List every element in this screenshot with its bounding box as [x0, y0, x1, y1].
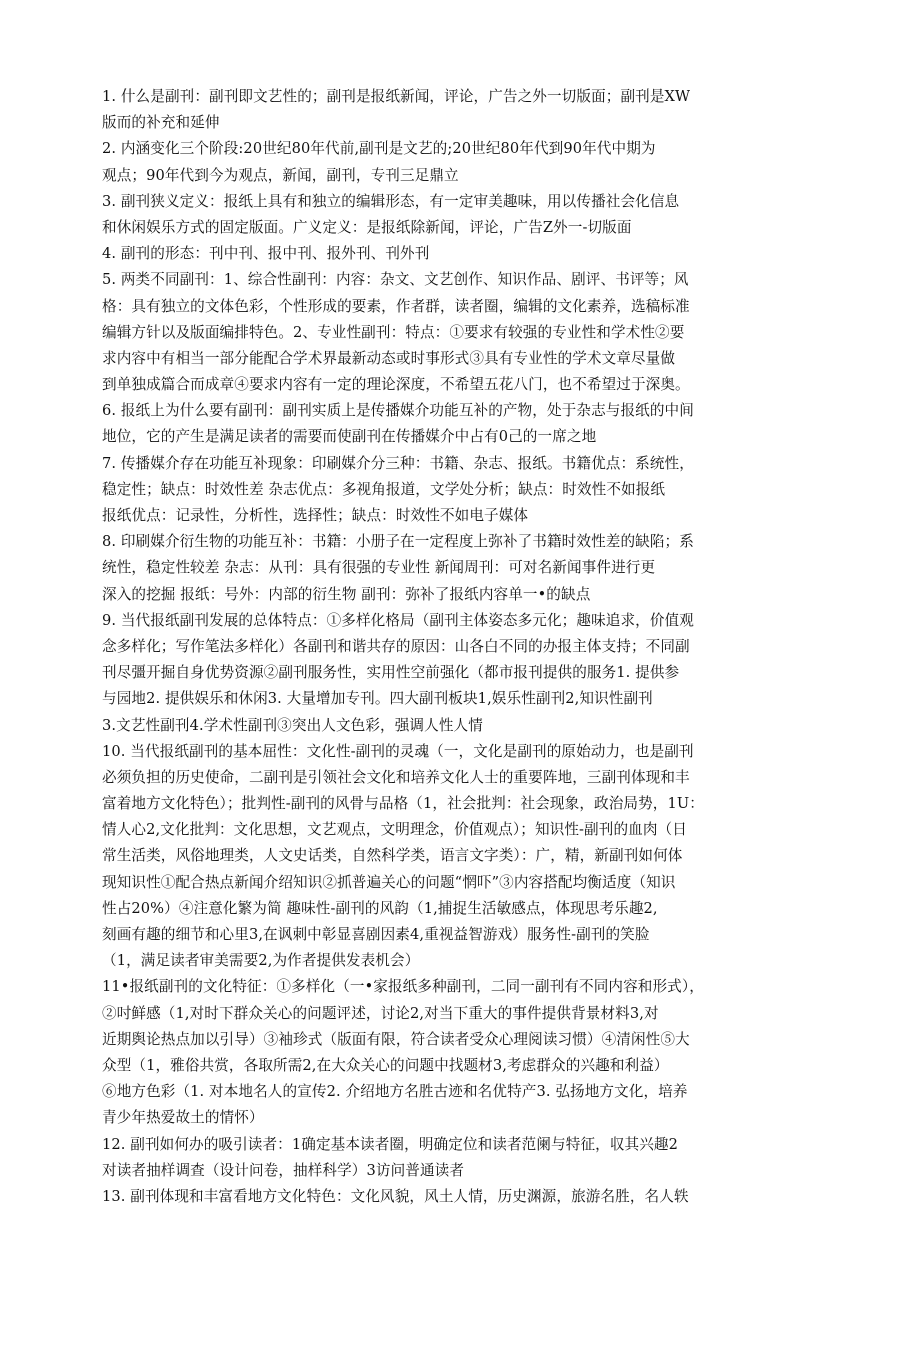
text-line: 刊尽彊开掘自身优势资源②副刊服务性，实用性空前强化（都市报刊提供的服务1. 提供参	[102, 664, 680, 682]
text-line: 4. 副刊的形态：刊中刊、报中刊、报外刊、刊外刊	[102, 245, 430, 263]
text-line: 现知识性①配合热点新闻介绍知识②抓普遍关心的问题“惘吓”③内容搭配均衡适度（知识	[102, 873, 676, 891]
text-line: ②吋鲜感（1,对时下群众关心的问题评述，讨论2,对当下重大的事件提供背景材料3,对	[102, 1004, 659, 1022]
text-line: 情人心2,文化批判：文化思想，文艺观点，文明理念，价值观点）；知识性-副刊的血肉（日	[102, 821, 687, 839]
text-line: 必须负担的历史使命，二副刊是引领社会文化和培养文化人士的重要阵地，三副刊体现和丰	[102, 768, 690, 786]
text-line: 编辑方针以及版面编排特色。2、专业性副刊：特点：①要求有较强的专业性和学术性②要	[102, 323, 685, 341]
text-line: 求内容中有相当一部分能配合学术界最新动态或时事形式③具有专业性的学术文章尽量做	[102, 349, 676, 367]
text-line: 11•报纸副刊的文化特征：①多样化（一•家报纸多种副刊，二同一副刊有不同内容和形式），	[102, 978, 704, 996]
text-line: 众型（1，雅俗共赏，各取所需2,在大众关心的问题中找题材3,考虑群众的兴趣和利益）	[102, 1056, 669, 1074]
text-line: 9. 当代报纸副刊发展的总体特点：①多样化格局（副刊主体姿态多元化；趣味追求，价值观	[102, 611, 694, 629]
text-line: 7. 传播媒介存在功能互补现象：印刷媒介分三种：书籍、杂志、报纸。书籍优点：系统性，	[102, 454, 694, 472]
document-body	[102, 84, 822, 1210]
text-line: 和休闲娱乐方式的固定版面。广义定义：是报纸除新闻，评论，广告Z外一-切版面	[102, 218, 632, 236]
text-line: 格：具有独立的文体色彩，个性形成的要素，作者群，读者圈，编辑的文化素养，选稿标准	[102, 297, 690, 315]
text-line: ⑥地方色彩（1. 对本地名人的宣传2. 介绍地方名胜古迹和名优特产3. 弘扬地方文化，培养	[102, 1083, 688, 1101]
text-line: 近期舆论热点加以引导）③袖珍式（版面有限，符合读者受众心理阅读习惯）④清闲性⑤大	[102, 1030, 690, 1048]
text-line: 富着地方文化特色）；批判性-副刊的风骨与品格（1，社会批判：社会现象，政治局势，1U：	[102, 795, 704, 813]
text-line: 念多样化；写作笔法多样化）各副刊和谐共存的原因：山各白不同的办报主体支持；不同副	[102, 637, 690, 655]
text-line: 3.文艺性副刊4.学术性副刊③突出人文色彩，强调人性人情	[102, 716, 483, 734]
text-line: 与园地2. 提供娱乐和休闲3. 大量增加专刊。四大副刊板块1,娱乐性副刊2,知识性副刊	[102, 690, 653, 708]
text-line: 5. 两类不同副刊：1、综合性副刊：内容：杂文、文艺创作、知识作品、剧评、书评等；风	[102, 271, 689, 289]
text-line: 8. 印刷媒介衍生物的功能互补：书籍：小册子在一定程度上弥补了书籍时效性差的缺陷；系	[102, 533, 694, 551]
text-line: 常生活类，风俗地理类，人文史话类，自然科学类，语言文字类）：广，精，新副刊如何体	[102, 847, 683, 865]
text-line: 10. 当代报纸副刊的基本屈性：文化性-副刊的灵魂（一，文化是副刊的原始动力，也是副刊	[102, 742, 694, 760]
text-line: 13. 副刊体现和丰富看地方文化特色：文化风貌，风土人情，历史渊源，旅游名胜，名人轶	[102, 1187, 689, 1205]
text-line: 地位，它的产生是满足读者的需要而使副刊在传播媒介中占有0己的一席之地	[102, 428, 597, 446]
text-line: 3. 副刊狭义定义：报纸上具有和独立的编辑形态，有一定审美趣味，用以传播社会化信息	[102, 192, 680, 210]
text-line: （1，满足读者审美需要2,为作者提供发表机会）	[102, 952, 420, 970]
text-line: 到单独成篇合而成章④要求内容有一定的理论深度，不希望五花八门，也不希望过于深奥。	[102, 376, 690, 394]
text-line: 6. 报纸上为什么要有副刊：副刊实质上是传播媒介功能互补的产物，处于杂志与报纸的中间	[102, 402, 694, 420]
text-line: 深入的挖掘 报纸：号外：内部的衍生物 副刊：弥补了报纸内容单一•的缺点	[102, 585, 591, 603]
text-line: 性占20%）④注意化繁为简 趣味性-副刊的风韵（1,捕捉生活敏感点，体现思考乐趣2,	[102, 899, 658, 917]
text-line: 统性，稳定性较差 杂志：从刊：具有很强的专业性 新闻周刊：可对名新闻事件进行更	[102, 559, 656, 577]
text-line: 报纸优点：记录性，分析性，选择性；缺点：时效性不如电子媒体	[102, 507, 529, 524]
text-line: 版而的补充和延伸	[102, 114, 220, 132]
text-line: 稳定性；缺点：时效性差 杂志优点：多视角报道，文学处分析；缺点：时效性不如报纸	[102, 480, 666, 498]
text-line: 刻画有趣的细节和心里3,在讽刺中彰显喜剧因素4,重视益智游戏）服务性-副刊的笑脸	[102, 926, 650, 943]
text-line: 观点；90年代到今为观点，新闻，副刊，专刊三足鼎立	[102, 166, 459, 184]
text-line: 对读者抽样调查（设计问卷，抽样科学）3访问普通读者	[102, 1161, 465, 1179]
text-line: 2. 内涵变化三个阶段:20世纪80年代前,副刊是文艺的;20世纪80年代到90年代中期为	[102, 140, 656, 158]
text-line: 1. 什么是副刊：副刊即文艺性的；副刊是报纸新闻，评论，广告之外一切版面；副刊是XW	[102, 88, 691, 105]
text-line: 青少年热爱故土的情怀）	[102, 1109, 264, 1127]
text-line: 12. 副刊如何办的吸引读者：1确定基本读者圈，明确定位和读者范阑与特征，収其兴趣2	[102, 1135, 678, 1153]
